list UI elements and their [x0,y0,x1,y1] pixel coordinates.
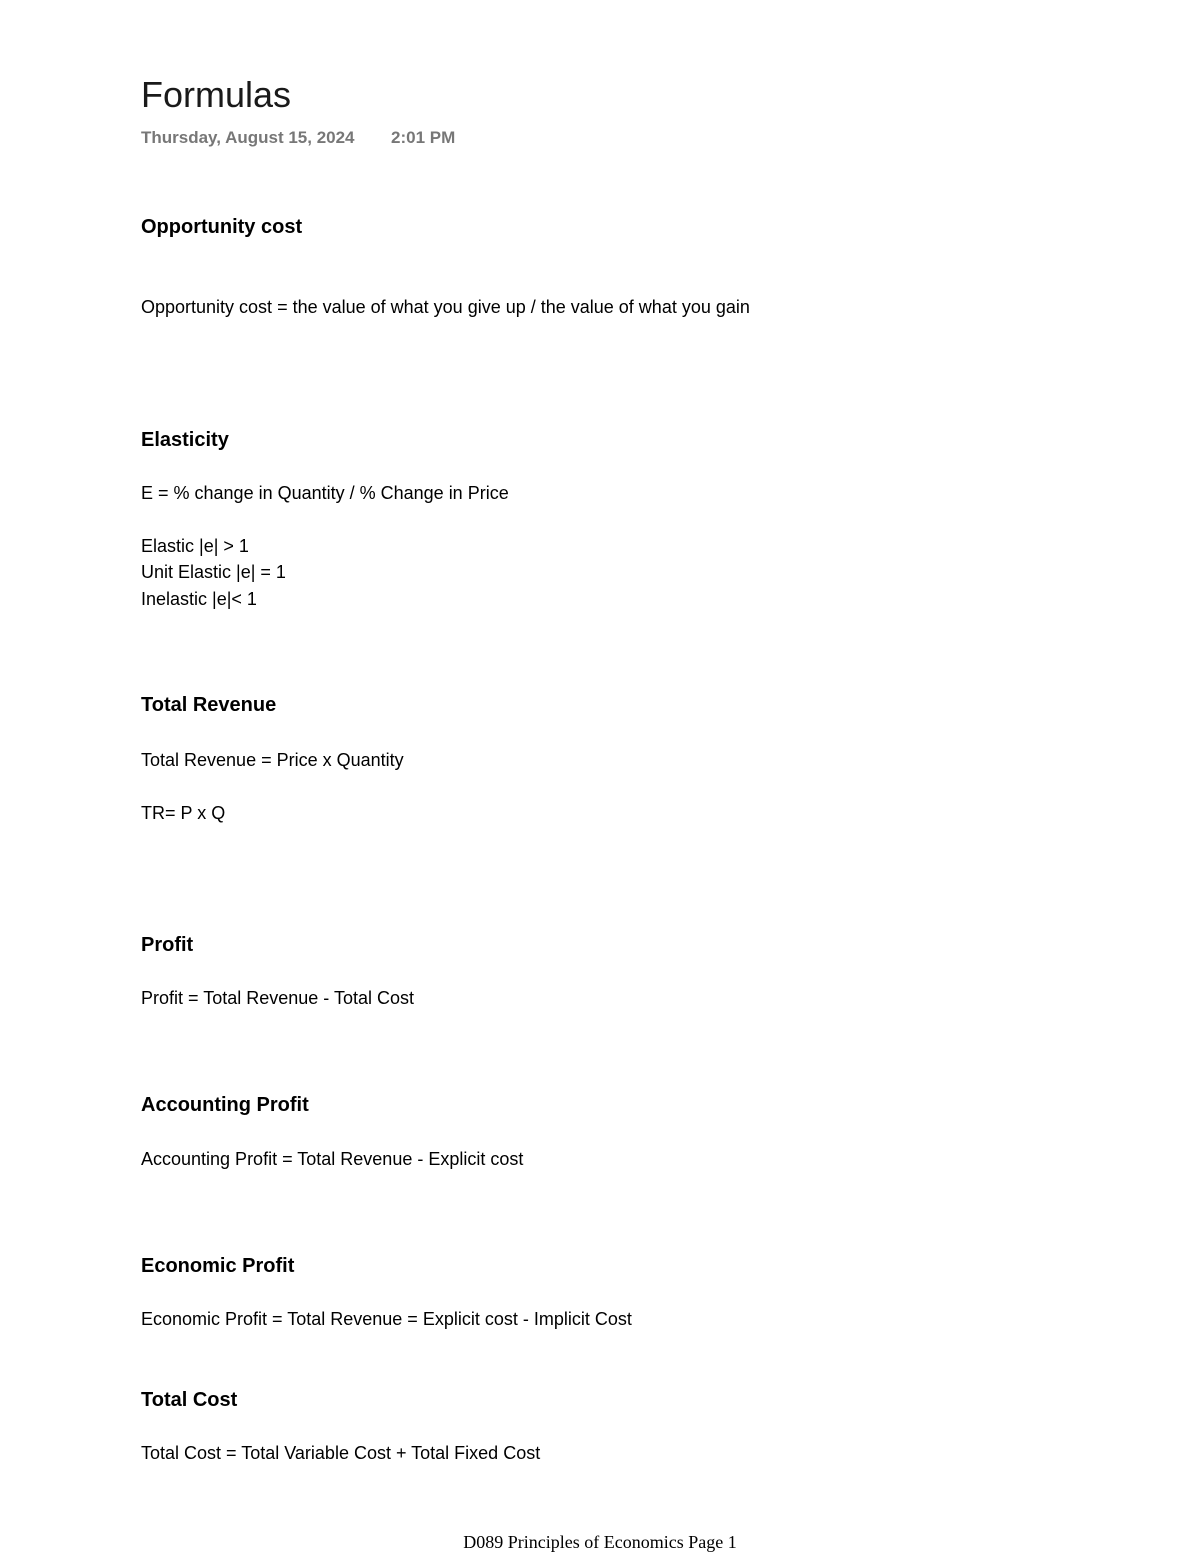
page-timestamp [141,127,456,149]
page-date: Thursday, August 15, 2024 [141,128,355,147]
formula-elasticity: E = % change in Quantity / % Change in Price [141,483,509,503]
formula-total-cost: Total Cost = Total Variable Cost + Total Fixed Cost [141,1443,541,1463]
elasticity-elastic: Elastic |e| > 1 [141,536,249,556]
section-heading-economic-profit: Economic Profit [141,1255,295,1277]
section-heading-profit: Profit [141,934,194,956]
formula-accounting-profit: Accounting Profit = Total Revenue - Explicit cost [141,1149,524,1169]
section-heading-accounting-profit: Accounting Profit [141,1094,309,1116]
formula-profit: Profit = Total Revenue - Total Cost [141,988,414,1008]
page-title: Formulas [141,74,292,115]
section-heading-elasticity: Elasticity [141,429,229,451]
section-heading-total-cost: Total Cost [141,1389,238,1411]
section-heading-opportunity-cost: Opportunity cost [141,216,303,238]
page-footer: D089 Principles of Economics Page 1 [463,1532,737,1552]
formula-total-revenue: Total Revenue = Price x Quantity [141,750,404,770]
section-heading-total-revenue: Total Revenue [141,694,277,716]
elasticity-unit-elastic: Unit Elastic |e| = 1 [141,562,286,582]
formula-tr-short: TR= P x Q [141,803,226,823]
page-time: 2:01 PM [391,128,456,147]
formula-economic-profit: Economic Profit = Total Revenue = Explicit cost - Implicit Cost [141,1309,632,1329]
formula-opportunity-cost: Opportunity cost = the value of what you give up / the value of what you gain [141,297,750,317]
elasticity-inelastic: Inelastic |e|< 1 [141,589,257,609]
